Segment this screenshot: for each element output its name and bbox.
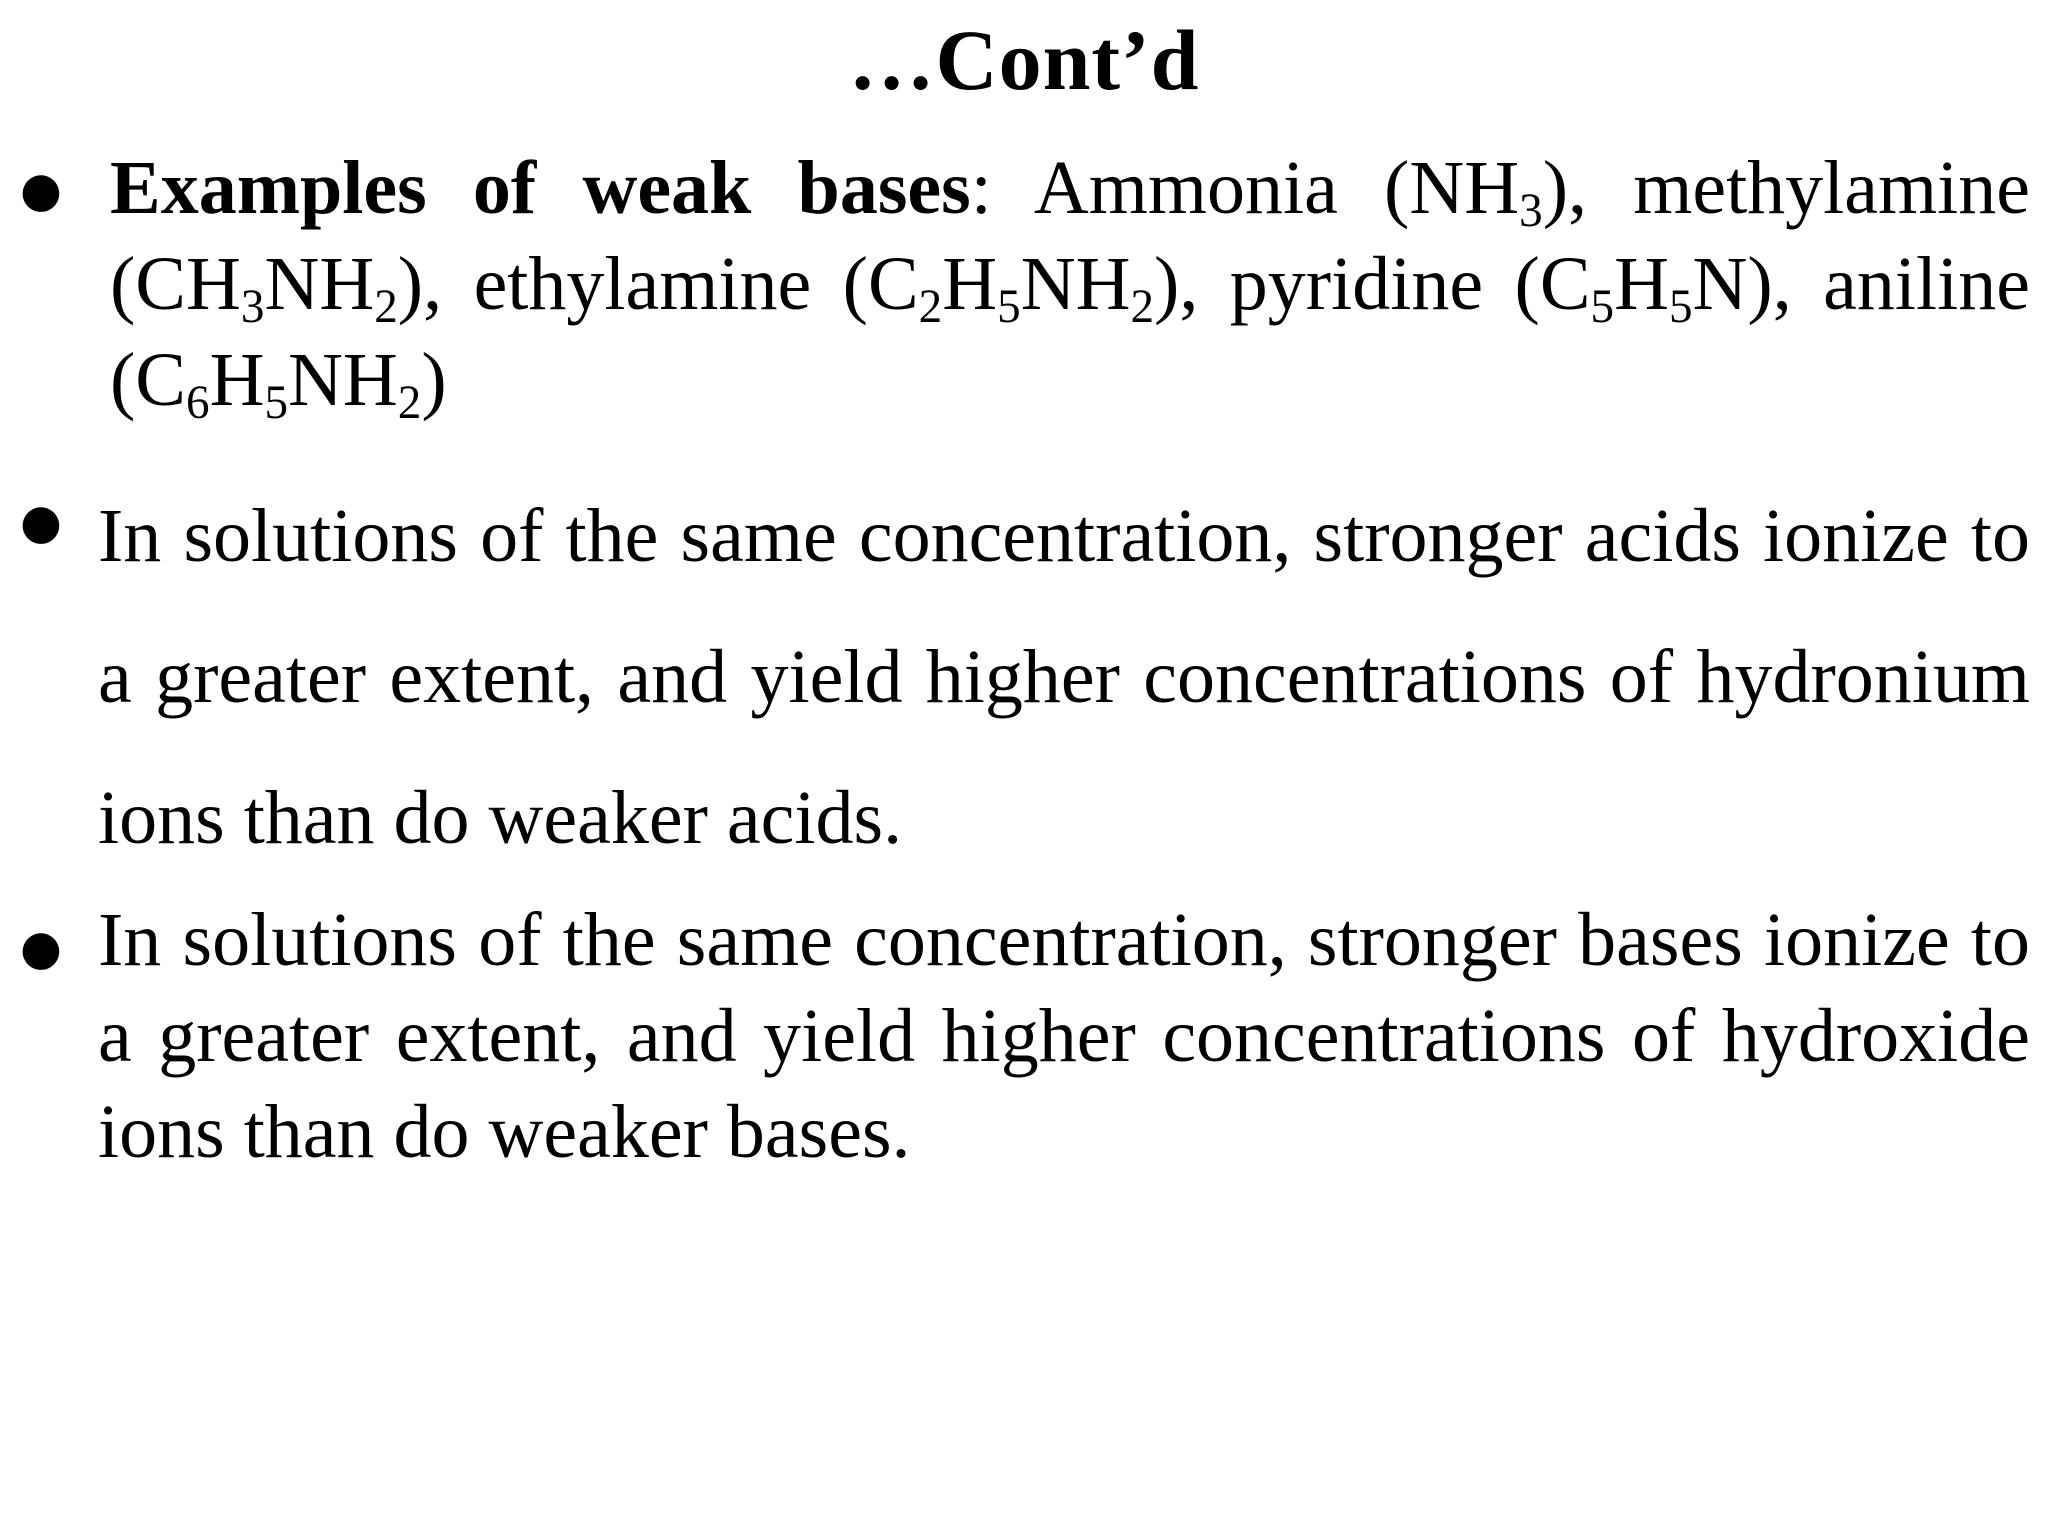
ethylamine: ethylamine $(C_2H_5NH_2)$, — [473, 242, 1230, 334]
bullet-dot: ● — [20, 494, 62, 550]
bullet-text: In solutions of the same concentration, stronger acids ionize to a greater extent, and yield higher concentrations of hydronium ions than do weaker acids. — [98, 494, 2030, 860]
bullet-text: In solutions of the same concentration, stronger bases ionize to a greater extent, and yield higher concentrations of hydroxide ions than do weaker bases. — [98, 898, 2030, 1174]
bullet-stronger-acids — [20, 466, 2030, 866]
colon: : — [970, 146, 1034, 230]
bullet-weak-bases — [20, 140, 2030, 430]
ammonia: Ammonia $(NH_3)$, — [1033, 146, 1634, 238]
aniline: aniline $(C_6H_5NH_2)$ — [110, 242, 2030, 430]
bullet-text — [110, 140, 2030, 428]
bullet-dot: ● — [20, 162, 62, 218]
bullet-dot: ● — [20, 920, 62, 976]
slide-title: …Cont’d — [848, 12, 1200, 108]
pyridine: pyridine $(C_5H_5N)$, — [1229, 242, 1824, 334]
weak-bases-label: Examples of weak bases — [110, 146, 971, 230]
methylamine: methylamine $(CH_3NH_2)$, — [110, 146, 2030, 334]
bullet-stronger-bases — [20, 892, 2030, 1192]
